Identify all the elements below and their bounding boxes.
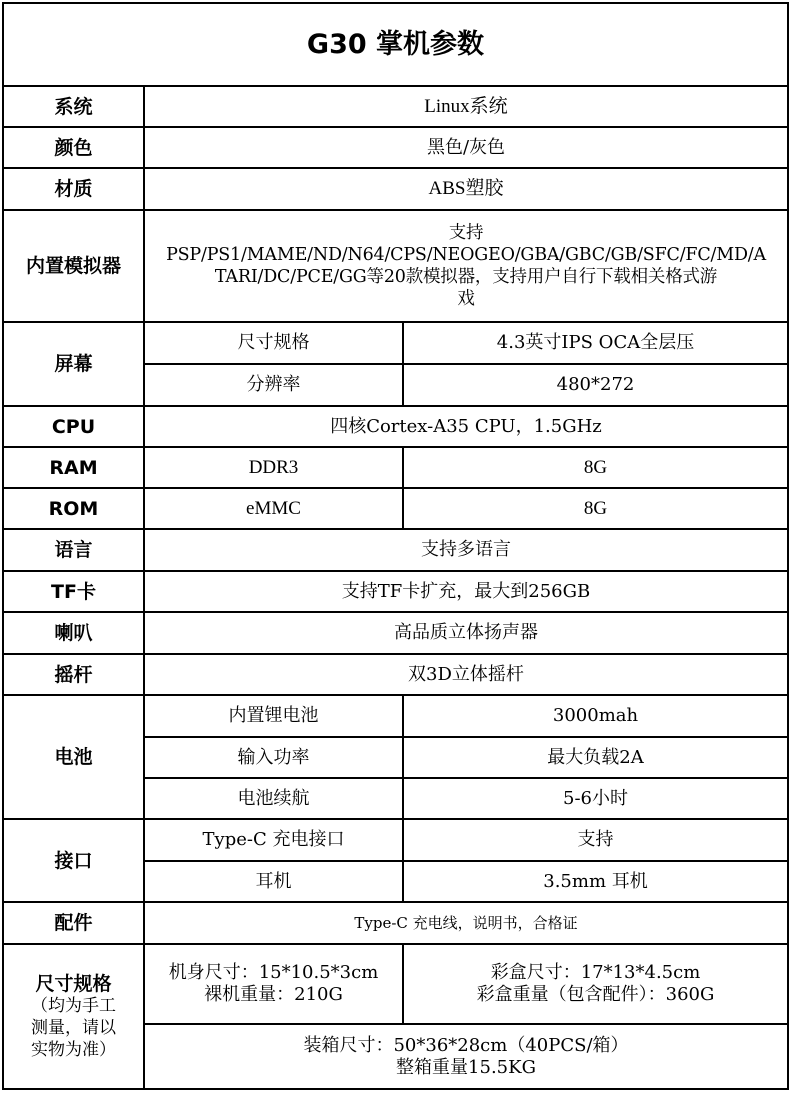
port-typec-value: 支持 [403, 819, 788, 861]
row-material [3, 168, 788, 210]
dimensions-title: 尺寸规格 [35, 972, 112, 995]
battery-input-value: 最大负载2A [403, 737, 788, 778]
screen-size-value: 4.3英寸IPS OCA全层压 [403, 322, 788, 364]
value-system: Linux系统 [144, 86, 788, 127]
carton-dimensions [144, 1024, 788, 1089]
value-cpu: 四核Cortex-A35 CPU，1.5GHz [144, 406, 788, 447]
value-material: ABS塑胶 [144, 168, 788, 210]
rom-type: eMMC [144, 488, 403, 529]
value-joystick: 双3D立体摇杆 [144, 654, 788, 695]
device-size: 机身尺寸：15*10.5*3cm [168, 962, 379, 983]
row-accessories [3, 902, 788, 944]
label-accessories: 配件 [3, 902, 144, 944]
port-headphone-value: 3.5mm 耳机 [403, 861, 788, 902]
carton-weight: 整箱重量15.5KG [396, 1056, 536, 1078]
battery-capacity-value: 3000mah [403, 695, 788, 737]
label-color: 颜色 [3, 127, 144, 168]
screen-resolution-label: 分辨率 [144, 364, 403, 406]
battery-capacity-label: 内置锂电池 [144, 695, 403, 737]
device-weight: 裸机重量：210G [204, 984, 343, 1005]
label-language: 语言 [3, 529, 144, 571]
row-dimensions-unit [3, 944, 788, 1024]
label-dimensions [3, 944, 144, 1089]
label-rom: ROM [3, 488, 144, 529]
label-ram: RAM [3, 447, 144, 488]
emulators-line-3: TARI/DC/PCE/GG等20款模拟器，支持用户自行下载相关格式游 [214, 267, 718, 287]
row-ram [3, 447, 788, 488]
label-system: 系统 [3, 86, 144, 127]
screen-resolution-value: 480*272 [403, 364, 788, 406]
label-speaker: 喇叭 [3, 612, 144, 654]
label-joystick: 摇杆 [3, 654, 144, 695]
label-cpu: CPU [3, 406, 144, 447]
row-battery-capacity [3, 695, 788, 737]
carton-size: 装箱尺寸：50*36*28cm（40PCS/箱） [303, 1034, 629, 1056]
row-rom [3, 488, 788, 529]
box-size: 彩盒尺寸：17*13*4.5cm [490, 962, 701, 983]
row-system [3, 86, 788, 127]
row-joystick [3, 654, 788, 695]
value-emulators [144, 210, 788, 322]
label-battery: 电池 [3, 695, 144, 819]
ram-value: 8G [403, 447, 788, 488]
battery-life-value: 5-6小时 [403, 778, 788, 819]
label-screen: 屏幕 [3, 322, 144, 406]
emulators-line-1: 支持 [448, 223, 484, 243]
dimensions-note-2: 测量，请以 [31, 1017, 116, 1038]
label-tf: TF卡 [3, 571, 144, 612]
spec-sheet [2, 2, 789, 1090]
dimensions-note-3: 实物为准） [31, 1039, 116, 1060]
value-accessories: Type-C 充电线，说明书，合格证 [144, 902, 788, 944]
ram-type: DDR3 [144, 447, 403, 488]
row-emulators [3, 210, 788, 322]
value-tf: 支持TF卡扩充，最大到256GB [144, 571, 788, 612]
emulators-line-2: PSP/PS1/MAME/ND/N64/CPS/NEOGEO/GBA/GBC/GB/SFC/FC/MD/A [166, 245, 766, 265]
value-language: 支持多语言 [144, 529, 788, 571]
value-color: 黑色/灰色 [144, 127, 788, 168]
label-material: 材质 [3, 168, 144, 210]
row-screen-size [3, 322, 788, 364]
label-ports: 接口 [3, 819, 144, 902]
row-tf [3, 571, 788, 612]
port-typec-label: Type-C 充电接口 [144, 819, 403, 861]
row-language [3, 529, 788, 571]
label-emulators: 内置模拟器 [3, 210, 144, 322]
box-dimensions [403, 944, 788, 1024]
box-weight: 彩盒重量（包含配件）：360G [476, 984, 715, 1005]
emulators-line-4: 戏 [457, 289, 475, 309]
dimensions-note-1: （均为手工 [31, 995, 116, 1016]
page-title: G30 掌机参数 [3, 3, 788, 86]
battery-input-label: 输入功率 [144, 737, 403, 778]
row-cpu [3, 406, 788, 447]
device-dimensions [144, 944, 403, 1024]
screen-size-label: 尺寸规格 [144, 322, 403, 364]
battery-life-label: 电池续航 [144, 778, 403, 819]
port-headphone-label: 耳机 [144, 861, 403, 902]
value-speaker: 高品质立体扬声器 [144, 612, 788, 654]
row-color [3, 127, 788, 168]
title-row [3, 3, 788, 86]
row-speaker [3, 612, 788, 654]
rom-value: 8G [403, 488, 788, 529]
row-port-typec [3, 819, 788, 861]
spec-table [2, 2, 789, 1090]
